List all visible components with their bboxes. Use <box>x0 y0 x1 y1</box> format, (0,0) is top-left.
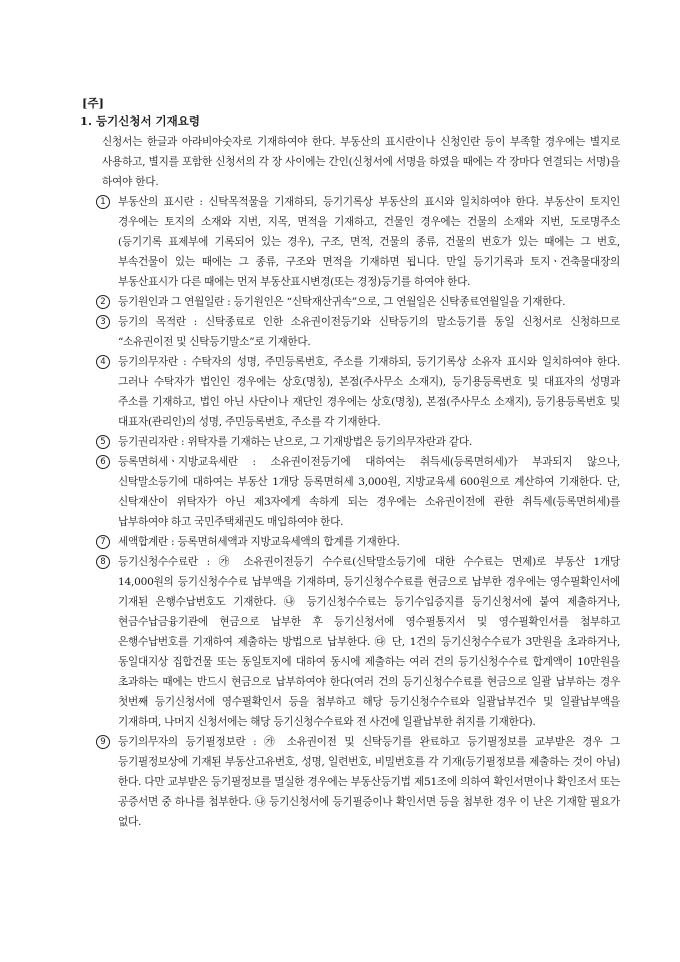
instruction-list <box>82 192 620 832</box>
circled-number: 5 <box>96 435 110 449</box>
list-item <box>100 312 620 352</box>
list-item <box>100 292 620 312</box>
circled-number: 7 <box>96 535 110 549</box>
note-label: [주] <box>82 96 104 110</box>
circled-number: 6 <box>96 455 110 469</box>
circled-number: 3 <box>96 315 110 329</box>
list-item-text: 부동산의 표시란 : 신탁목적물을 기재하되, 등기기록상 부동산의 표시와 일치하여야 한다. 부동산이 토지인 경우에는 토지의 소재와 지번, 지목, 면적을 기재하고, 건물인 경우에는 건물의 소재와 지번, 도로명주소(등기기록 표제부에 기록되어 있는 경우), 구조, 면적, 건물의 종류, 건물의 번호가 있는 때에는 그 번호, 부속건물이 있는 때에는 그 종류, 구조와 면적을 기재하면 됩니다. 만일 등기기록과 토지ㆍ건축물대장의 부동산표시가 다른 때에는 먼저 부동산표시변경(또는 경정)등기를 하여야 한다. <box>118 196 620 288</box>
list-item <box>100 732 620 832</box>
list-item-text: 등록면허세ㆍ지방교육세란 : 소유권이전등기에 대하여는 취득세(등록면허세)가 부과되지 않으나, 신탁말소등기에 대하여는 부동산 1개당 등록면허세 3,000원, 지방교육세 600원으로 계산하여 기재한다. 단, 신탁재산이 위탁자가 아닌 제3자에게 속하게 되는 경우에는 소유권이전에 관한 취득세(등록면허세)를 납부하여야 하고 국민주택채권도 매입하여야 한다. <box>118 456 620 528</box>
list-item-text: 등기원인과 그 연월일란 : 등기원인은 “신탁재산귀속”으로, 그 연월일은 신탁종료연월일을 기재한다. <box>118 296 566 308</box>
list-item <box>100 352 620 432</box>
circled-number: 9 <box>96 735 110 749</box>
list-item <box>100 552 620 732</box>
circled-number: 2 <box>96 295 110 309</box>
list-item-text: 세액합계란 : 등록면허세액과 지방교육세액의 합계를 기재한다. <box>118 536 400 548</box>
list-item <box>100 432 620 452</box>
circled-number: 8 <box>96 555 110 569</box>
circled-number: 4 <box>96 355 110 369</box>
list-item-text: 등기의무자란 : 수탁자의 성명, 주민등록번호, 주소를 기재하되, 등기기록상 소유자 표시와 일치하여야 한다. 그러나 수탁자가 법인인 경우에는 상호(명칭), 본점(주사무소 소재지), 등기용등록번호 및 대표자의 성명과 주소를 기재하고, 법인 아닌 사단이나 재단인 경우에는 상호(명칭), 본점(주사무소 소재지), 등기용등록번호 및 대표자(관리인)의 성명, 주민등록번호, 주소를 각 기재한다. <box>118 356 620 428</box>
list-item <box>100 532 620 552</box>
list-item <box>100 192 620 292</box>
list-item-text: 등기의 목적란 : 신탁종료로 인한 소유권이전등기와 신탁등기의 말소등기를 동일 신청서로 신청하므로 “소유권이전 및 신탁등기말소”로 기재한다. <box>118 316 620 348</box>
intro-paragraph: 신청서는 한글과 아라비아숫자로 기재하여야 한다. 부동산의 표시란이나 신청인란 등이 부족할 경우에는 별지로 사용하고, 별지를 포함한 신청서의 각 장 사이에는 간인(신청서에 서명을 하였을 때에는 각 장마다 연결되는 서명)을 하여야 한다. <box>102 136 620 188</box>
circled-number: 1 <box>96 195 110 209</box>
list-item-text: 등기권리자란 : 위탁자를 기재하는 난으로, 그 기재방법은 등기의무자란과 같다. <box>118 436 472 448</box>
list-item-text: 등기의무자의 등기필정보란 : ㉮ 소유권이전 및 신탁등기를 완료하고 등기필정보를 교부받은 경우 그 등기필정보상에 기재된 부동산고유번호, 성명, 일련번호, 비밀번호를 각 기재(등기필정보를 제출하는 것이 아님)한다. 다만 교부받은 등기필정보를 멸실한 경우에는 부동산등기법 제51조에 의하여 확인서면이나 확인조서 또는 공증서면 중 하나를 첨부한다. ㉯ 등기신청서에 등기필증이나 확인서면 등을 첨부한 경우 이 난은 기재할 필요가 없다. <box>118 736 620 828</box>
list-item-text: 등기신청수수료란 : ㉮ 소유권이전등기 수수료(신탁말소등기에 대한 수수료는 면제)로 부동산 1개당 14,000원의 등기신청수수료 납부액을 기재하며, 등기신청수수료를 현금으로 납부한 경우에는 영수필확인서에 기재된 은행수납번호도 기재한다. ㉯ 등기신청수수료는 등기수입증지를 등기신청서에 붙여 제출하거나, 현금수납금융기관에 현금으로 납부한 후 등기신청서에 영수필통지서 및 영수필확인서를 첨부하고 은행수납번호를 기재하여 제출하는 방법으로 납부한다. ㉰ 단, 1건의 등기신청수수료가 3만원을 초과하거나, 동일대지상 집합건물 또는 동일토지에 대하여 동시에 제출하는 여러 건의 등기신청수수료 합계액이 10만원을 초과하는 때에는 반드시 현금으로 납부하여야 한다(여러 건의 등기신청수수료를 현금으로 일괄 납부하는 경우 첫번째 등기신청서에 영수필확인서 등을 첨부하고 해당 등기신청수수료와 일괄납부건수 및 일괄납부액을 기재하며, 나머지 신청서에는 해당 등기신청수수료와 전 사건에 일괄납부한 취지를 기재한다). <box>118 556 620 728</box>
list-item <box>100 452 620 532</box>
section-title: 1. 등기신청서 기재요령 <box>80 114 200 128</box>
